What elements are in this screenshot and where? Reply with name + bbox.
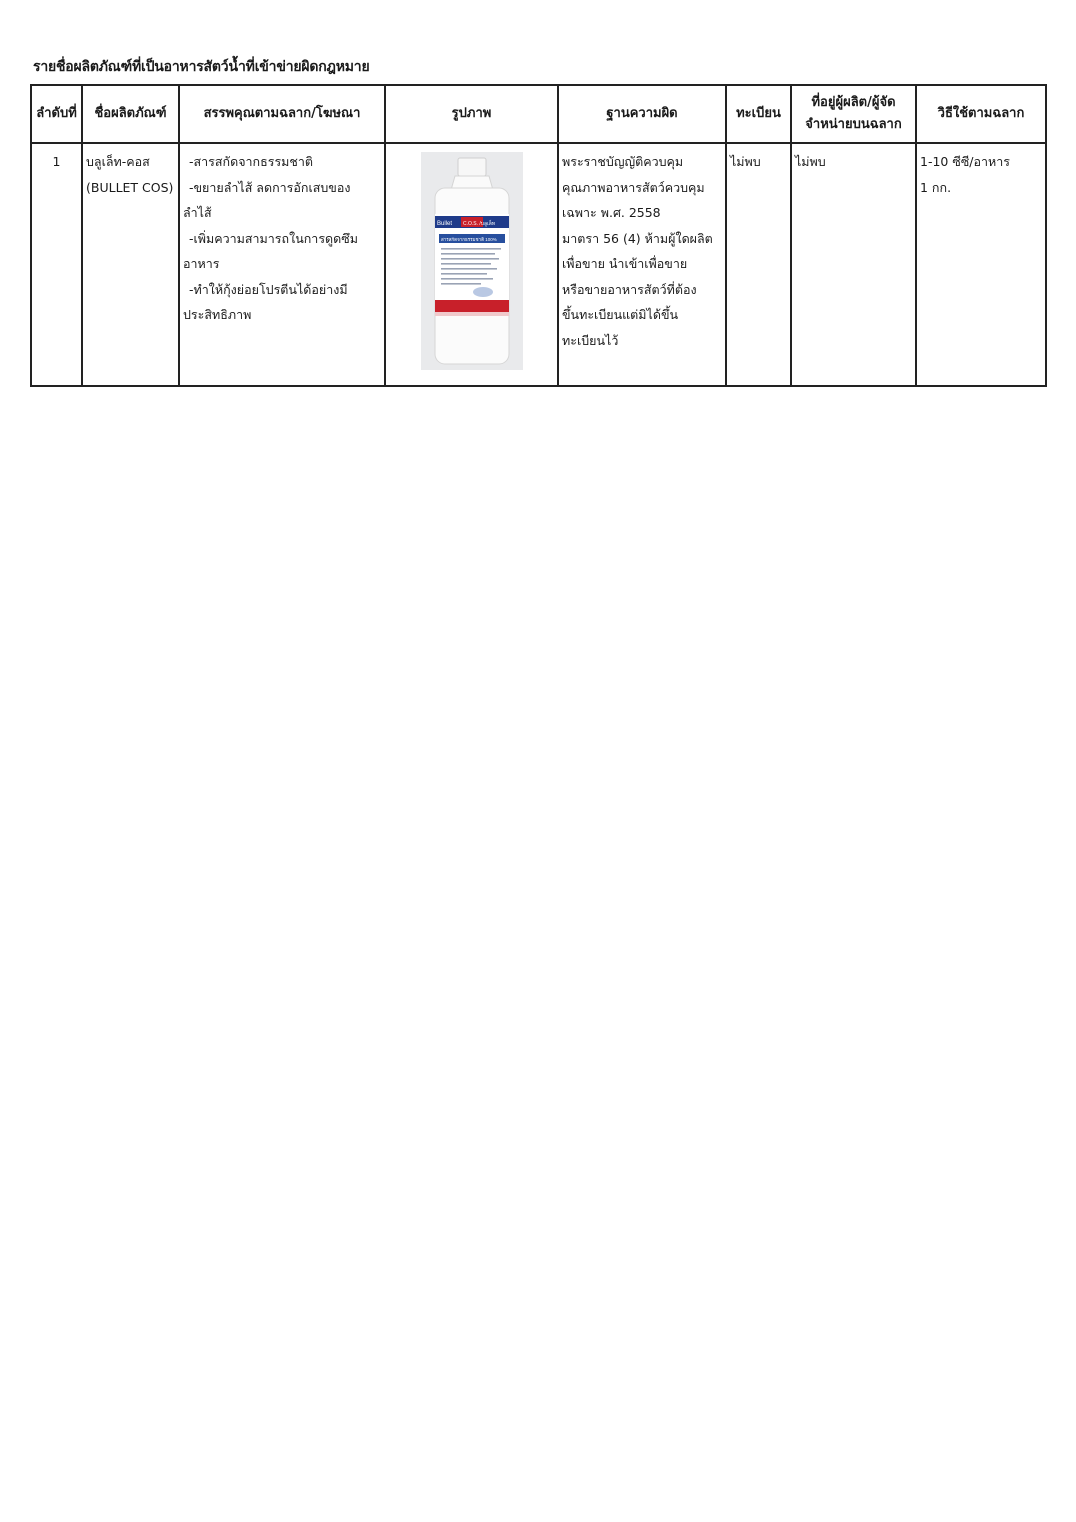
offense-line: เฉพาะ พ.ศ. 2558	[562, 205, 661, 220]
usage-line: 1 กก.	[920, 179, 952, 195]
header-registration: ทะเบียน	[726, 85, 791, 143]
offense-line: คุณภาพอาหารสัตว์ควบคุม	[562, 179, 705, 195]
document-title: รายชื่อผลิตภัณฑ์ที่เป็นอาหารสัตว์น้ำที่เข้าข่ายผิดกฎหมาย	[33, 59, 370, 75]
cell-address: ไม่พบ	[791, 143, 916, 386]
cell-no: 1	[31, 143, 82, 386]
header-offense: ฐานความผิด	[558, 85, 726, 143]
cell-claims	[179, 143, 385, 386]
claim-line: ประสิทธิภาพ	[183, 307, 252, 322]
claim-line: -ทำให้กุ้งย่อยโปรตีนได้อย่างมี	[189, 281, 348, 297]
claim-line: -สารสกัดจากธรรมชาติ	[189, 154, 314, 169]
header-address-line2: จำหน่ายบนฉลาก	[805, 117, 902, 132]
cell-product-name	[82, 143, 179, 386]
violation-table	[30, 84, 1047, 387]
table-row	[31, 143, 1046, 386]
offense-line: มาตรา 56 (4) ห้ามผู้ใดผลิต	[562, 230, 713, 246]
header-claims: สรรพคุณตามฉลาก/โฆษณา	[179, 85, 385, 143]
claim-line: -เพิ่มความสามารถในการดูดซึม	[189, 230, 359, 246]
header-address	[791, 85, 916, 143]
claim-line: -ขยายลำไส้ ลดการอักเสบของ	[189, 179, 351, 195]
header-usage: วิธีใช้ตามฉลาก	[916, 85, 1046, 143]
cell-offense	[558, 143, 726, 386]
table-header-row	[31, 85, 1046, 143]
bottle-band-text: สารสกัดจากธรรมชาติ 100%	[440, 237, 497, 242]
header-no: ลำดับที่	[31, 85, 82, 143]
offense-line: ขึ้นทะเบียนแต่มิได้ขึ้น	[562, 307, 679, 322]
offense-line: ทะเบียนไว้	[562, 332, 619, 348]
cell-registration: ไม่พบ	[726, 143, 791, 386]
product-name-thai: บลูเล็ท-คอส	[86, 154, 150, 169]
offense-line: พระราชบัญญัติควบคุม	[562, 154, 684, 169]
header-product-name: ชื่อผลิตภัณฑ์	[82, 85, 179, 143]
cell-image	[385, 143, 558, 386]
cell-usage	[916, 143, 1046, 386]
header-address-line1: ที่อยู่ผู้ผลิต/ผู้จัด	[811, 95, 896, 110]
product-bottle-photo	[421, 152, 523, 370]
usage-line: 1-10 ซีซี/อาหาร	[920, 154, 1011, 169]
offense-line: หรือขายอาหารสัตว์ที่ต้อง	[562, 281, 697, 297]
header-image: รูปภาพ	[385, 85, 558, 143]
product-name-english: (BULLET COS)	[86, 179, 174, 195]
bottle-product-text: C.O.S. /บลูเล็ท	[462, 221, 495, 227]
claim-line: อาหาร	[183, 256, 220, 271]
offense-line: เพื่อขาย นำเข้าเพื่อขาย	[562, 256, 688, 271]
claim-line: ลำไส้	[183, 205, 212, 220]
bottle-brand-text: Bullet	[436, 221, 452, 227]
